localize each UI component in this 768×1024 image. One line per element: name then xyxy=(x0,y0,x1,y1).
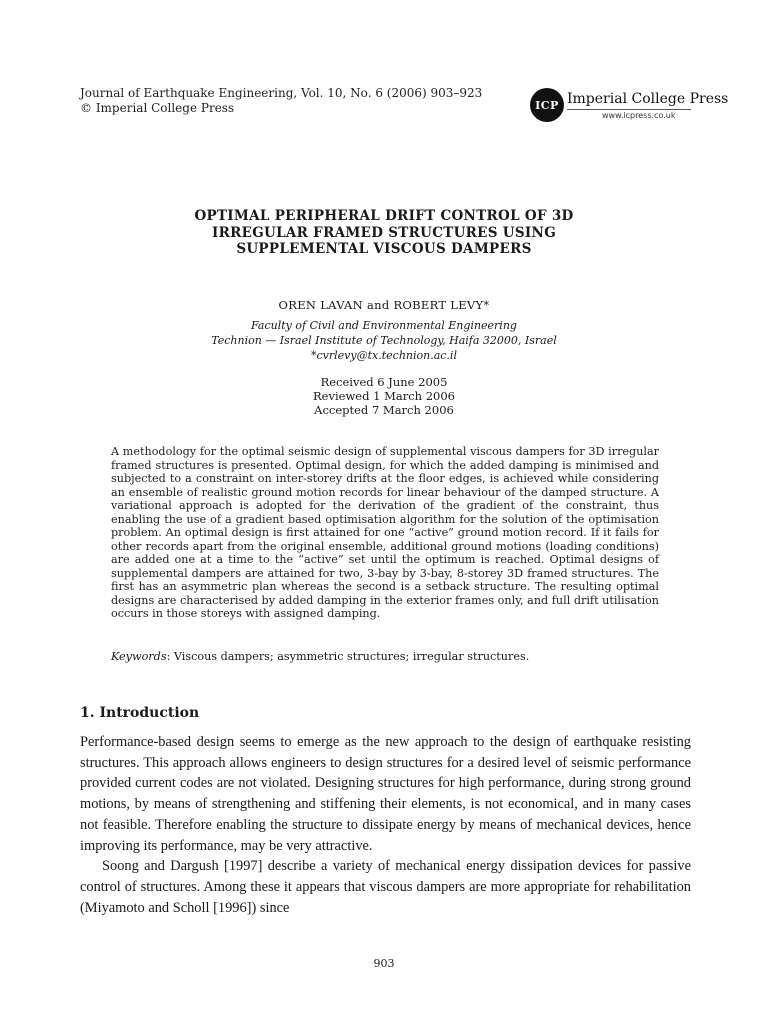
reviewed-date: Reviewed 1 March 2006 xyxy=(313,389,455,403)
affiliation-line: Technion — Israel Institute of Technology, Haifa 32000, Israel xyxy=(211,334,557,347)
keywords xyxy=(111,650,659,664)
journal-header xyxy=(80,86,482,116)
keywords-text: : Viscous dampers; asymmetric structures; irregular structures. xyxy=(166,650,530,663)
affiliation-line: Faculty of Civil and Environmental Engineering xyxy=(251,319,517,332)
publisher-url: www.icpress.co.uk xyxy=(602,111,676,120)
page-number: 903 xyxy=(373,957,395,970)
received-date: Received 6 June 2005 xyxy=(320,375,448,389)
logo-divider xyxy=(567,109,691,110)
paper-title xyxy=(0,208,768,258)
body-paragraph: Soong and Dargush [1997] describe a variety of mechanical energy dissipation devices for passive control of structures. Among these it appears that viscous dampers are more appropriate for rehabilitation (Miyamoto and Scholl [1996]) since xyxy=(80,858,691,916)
keywords-label: Keywords xyxy=(111,650,167,663)
title-line: IRREGULAR FRAMED STRUCTURES USING xyxy=(211,224,557,241)
journal-citation: Journal of Earthquake Engineering, Vol. 10, No. 6 (2006) 903–923 xyxy=(80,86,483,100)
journal-copyright: © Imperial College Press xyxy=(80,101,235,115)
section-heading: 1. Introduction xyxy=(80,705,200,721)
section-body xyxy=(80,732,691,918)
abstract xyxy=(111,445,659,621)
submission-dates xyxy=(0,375,768,417)
author-affiliation xyxy=(0,318,768,363)
icp-logo-mark: ICP xyxy=(530,88,564,122)
abstract-text: A methodology for the optimal seismic design of supplemental viscous dampers for 3D irregular framed structures is presented. Optimal design, for which the added damping is minimised and subjected to a constraint on inter-storey drifts at the floor edges, is achieved while considering an ensemble of realistic ground motion records for linear behaviour of the damped structure. A variational approach is adopted for the derivation of the gradient of the constraint, thus enabling the use of a gradient based optimisation algorithm for the solution of the optimisation problem. An optimal design is first attained for one “active” ground motion record. If it fails for other records apart from the original ensemble, additional ground motions (loading conditions) are added one at a time to the “active” set until the optimum is reached. Optimal designs of supplemental dampers are attained for two, 3-bay by 3-bay, 8-storey 3D framed structures. The first has an asymmetric plan whereas the second is a setback structure. The resulting optimal designs are characterised by added damping in the exterior frames only, and full drift utilisation occurs in those storeys with assigned damping. xyxy=(111,445,659,620)
affiliation-email: *cvrlevy@tx.technion.ac.il xyxy=(311,349,457,362)
body-paragraph: Performance-based design seems to emerge as the new approach to the design of earthquake resisting structures. This approach allows engineers to design structures for a desired level of seismic performance provided current codes are not violated. Designing structures for high performance, during strong ground motions, by means of strengthening and stiffening their elements, is not economical, and in many cases not feasible. Therefore enabling the structure to dissipate energy by means of mechanical devices, hence improving its performance, may be very attractive. xyxy=(80,734,691,854)
title-line: OPTIMAL PERIPHERAL DRIFT CONTROL OF 3D xyxy=(194,208,574,224)
paper-authors: OREN LAVAN and ROBERT LEVY* xyxy=(278,298,490,312)
title-line: SUPPLEMENTAL VISCOUS DAMPERS xyxy=(236,241,532,257)
publisher-name: Imperial College Press xyxy=(567,91,729,107)
publisher-logo xyxy=(530,88,729,124)
accepted-date: Accepted 7 March 2006 xyxy=(314,403,454,417)
